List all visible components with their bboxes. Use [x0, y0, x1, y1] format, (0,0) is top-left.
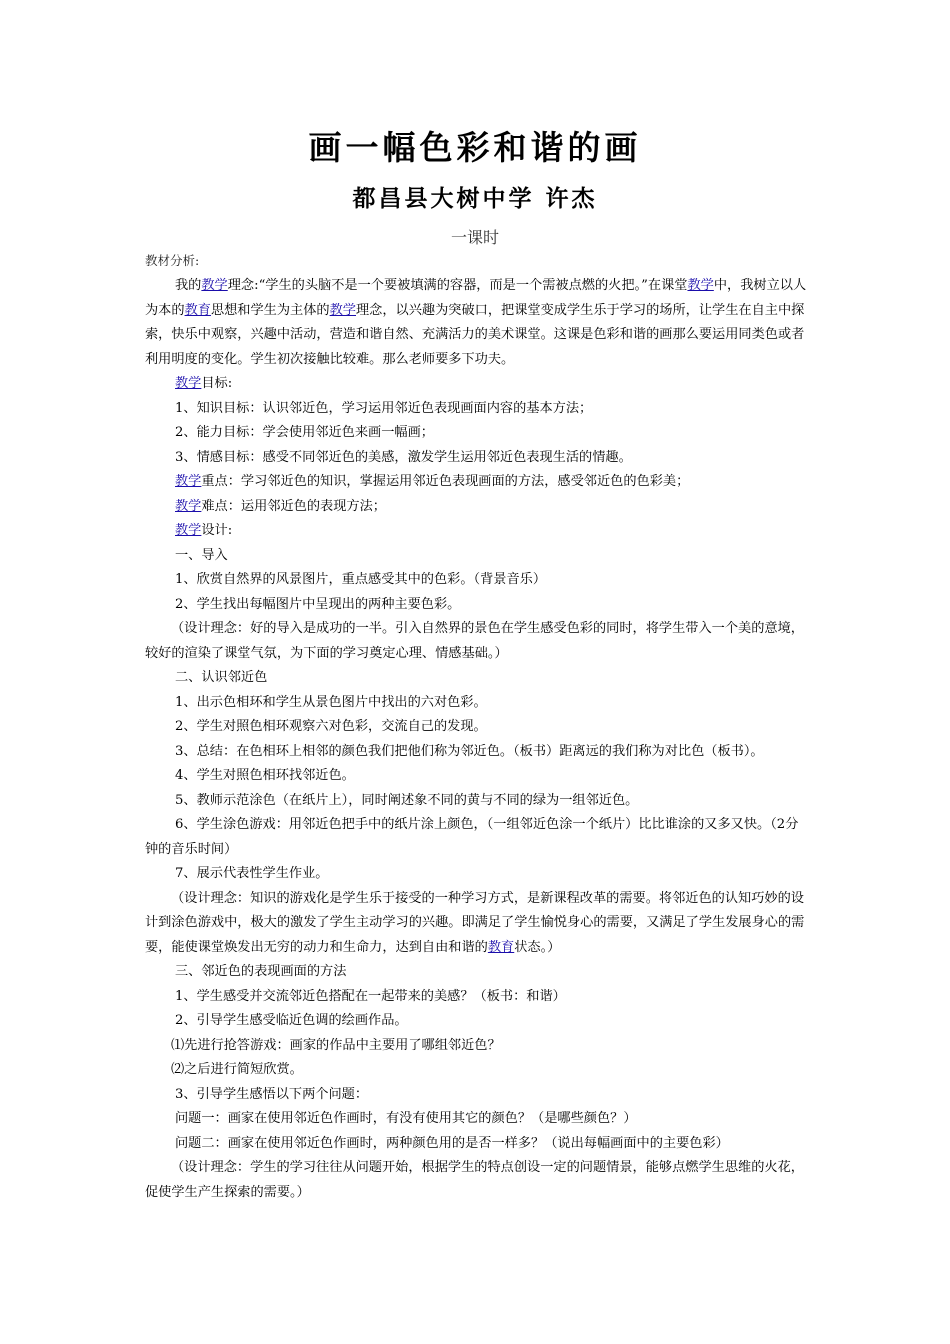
design-note: [145, 887, 810, 961]
design-note: （设计理念：学生的学习往往从问题开始，根据学生的特点创设一定的问题情景，能够点燃学生思维的火花，促使学生产生探索的需要。）: [145, 1160, 804, 1200]
step-item: 6、学生涂色游戏：用邻近色把手中的纸片涂上颜色，（一组邻近色涂一个纸片）比比谁涂的又多又快。（2分钟的音乐时间）: [145, 817, 799, 857]
section-heading: 二、认识邻近色: [175, 670, 268, 685]
step-item: 2、学生找出每幅图片中呈现出的两种主要色彩。: [175, 596, 461, 612]
key-point: [145, 470, 810, 495]
keyword-link[interactable]: 教学: [175, 474, 202, 489]
text-run: 理念，以兴趣为突破口，把课堂变成学生乐于学习的场所，让学生在自主中探索，快乐中观察，兴趣中活动，营造和谐自然、充满活力的美术课堂。这课是色彩和谐的画那么要运用同类色或者利用明度的变化。学生初次接触比较难。那么老师要多下功夫。: [145, 302, 805, 367]
goal-item: 1、知识目标：认识邻近色，学习运用邻近色表现画面内容的基本方法；: [175, 400, 593, 416]
section-label: 教材分析:: [145, 253, 200, 268]
keyword-link[interactable]: 教学: [175, 376, 202, 391]
page-title: 画一幅色彩和谐的画: [308, 128, 642, 167]
lesson-period: 一课时: [450, 228, 499, 247]
step-item: 2、引导学生感受临近色调的绘画作品。: [175, 1013, 408, 1028]
step-item: 7、展示代表性学生作业。: [175, 866, 329, 881]
text-run: 我的: [175, 278, 202, 293]
text-run: 重点：学习邻近色的知识，掌握运用邻近色表现画面的方法，感受邻近色的色彩美；: [201, 474, 690, 489]
intro-paragraph: [145, 274, 810, 372]
document-body: [145, 274, 810, 1205]
design-heading: [145, 519, 810, 544]
section-heading: 一、导入: [175, 547, 228, 563]
text-run: 状态。）: [514, 939, 561, 955]
text-run: （设计理念：知识的游戏化是学生乐于接受的一种学习方式，是新课程改革的需要。将邻近色的认知巧妙的设计到涂色游戏中，极大的激发了学生主动学习的兴趣。即满足了学生愉悦身心的需要，又满足了学生发展身心的需要，能使课堂焕发出无穷的动力和生命力，达到自由和谐的: [145, 890, 805, 955]
text-run: 设计:: [201, 523, 233, 538]
question-item: 问题一：画家在使用邻近色作画时，有没有使用其它的颜色？（是哪些颜色？）: [175, 1111, 637, 1126]
step-item: 1、出示色相环和学生从景色图片中找出的六对色彩。: [175, 694, 487, 710]
author-line: 都昌县大树中学 许杰: [352, 185, 598, 212]
design-note: （设计理念：好的导入是成功的一半。引入自然界的景色在学生感受色彩的同时，将学生带入一个美的意境，较好的渲染了课堂气氛，为下面的学习奠定心理、情感基础。）: [145, 621, 804, 661]
section-heading: 三、邻近色的表现画面的方法: [175, 964, 347, 979]
keyword-link[interactable]: 教学: [329, 302, 356, 318]
step-item: 1、欣赏自然界的风景图片，重点感受其中的色彩。（背景音乐）: [175, 572, 547, 587]
keyword-link[interactable]: 教育: [487, 939, 515, 955]
text-run: 理念:“学生的头脑不是一个要被填满的容器，而是一个需被点燃的火把。”在课堂: [227, 278, 688, 293]
step-item: 5、教师示范涂色（在纸片上），同时阐述象不同的黄与不同的绿为一组邻近色。: [175, 792, 639, 808]
goals-heading: [145, 372, 810, 397]
step-item: 3、总结：在色相环上相邻的颜色我们把他们称为邻近色。（板书）距离远的我们称为对比色（板书）。: [175, 743, 764, 759]
goal-item: 2、能力目标：学会使用邻近色来画一幅画；: [175, 425, 434, 440]
keyword-link[interactable]: 教学: [175, 523, 202, 538]
step-item: 3、引导学生感悟以下两个问题：: [175, 1086, 369, 1102]
difficult-point: [145, 495, 810, 520]
keyword-link[interactable]: 教学: [201, 278, 228, 293]
text-run: 思想和学生为主体的: [210, 302, 330, 318]
sub-step-item: ⑵之后进行简短欣赏。: [171, 1062, 303, 1077]
keyword-link[interactable]: 教学: [175, 498, 202, 514]
text-run: 难点：运用邻近色的表现方法；: [201, 498, 386, 514]
step-item: 2、学生对照色相环观察六对色彩，交流自己的发现。: [175, 719, 487, 734]
step-item: 1、学生感受并交流邻近色搭配在一起带来的美感？（板书：和谐）: [175, 988, 566, 1004]
question-item: 问题二：画家在使用邻近色作画时，两种颜色用的是否一样多？（说出每幅画面中的主要色彩）: [175, 1135, 729, 1151]
step-item: 4、学生对照色相环找邻近色。: [175, 768, 355, 783]
sub-step-item: ⑴先进行抢答游戏：画家的作品中主要用了哪组邻近色？: [171, 1037, 501, 1053]
text-run: 中，我树立以人为本的: [145, 278, 807, 318]
keyword-link[interactable]: 教育: [184, 302, 211, 318]
text-run: 目标:: [201, 376, 233, 391]
goal-item: 3、情感目标：感受不同邻近色的美感，激发学生运用邻近色表现生活的情趣。: [175, 449, 632, 465]
keyword-link[interactable]: 教学: [687, 278, 714, 293]
